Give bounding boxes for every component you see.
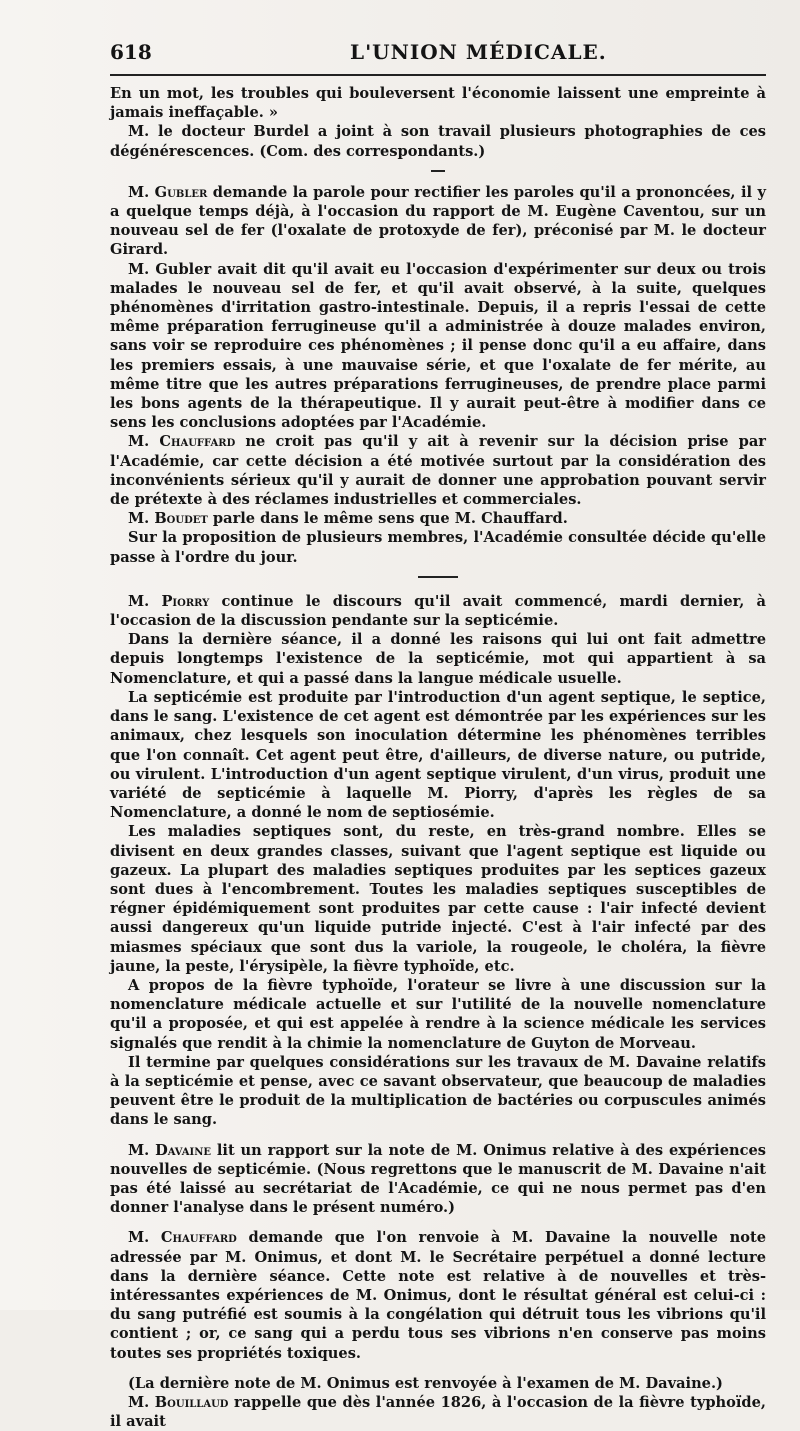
paragraph [110,1228,766,1362]
paragraph [110,183,766,260]
paragraph: Il termine par quelques considérations sur les travaux de M. Davaine relatifs à la septicémie et pense, avec ce savant observateur, que beaucoup de maladies peuvent être le produit de la multiplication de bactéries ou corpuscules animés dans le sang. [110,1053,766,1129]
speaker-name: M. Chauffard [128,433,236,451]
paragraph-text: continue le discours qu'il avait commencé, mardi dernier, à l'occasion de la discussion pendante sur la septicémie. [110,592,766,630]
paragraph [110,509,766,528]
speaker-name: M. Bouillaud [128,1394,229,1411]
speaker-name: M. Chauffard [128,1229,237,1247]
paragraph [110,1141,766,1218]
paragraph-text: rappelle que dès l'année 1826, à l'occasion de la fièvre typhoïde, il avait [110,1394,766,1431]
running-title: L'UNION MÉDICALE. [350,40,607,64]
paragraph-text: lit un rapport sur la note de M. Onimus relative à des expériences nouvelles de septicémie. (Nous regrettons que le manuscrit de M. Davaine n'ait pas été laissé au secrétariat de l'Académie, ce qui ne nous permet pas d'en donner l'analyse dans le présent numéro.) [110,1141,766,1217]
header-rule [110,74,766,76]
paragraph: Sur la proposition de plusieurs membres, l'Académie consultée décide qu'elle passe à l'ordre du jour. [110,529,766,566]
paragraph: A propos de la fièvre typhoïde, l'orateur se livre à une discussion sur la nomenclature médicale actuelle et sur l'utilité de la nouvelle nomenclature qu'il a proposée, et qui est appelée à rendre à la science médicale les services signalés que rendit à la chimie la nomenclature de Guyton de Morveau. [110,976,766,1052]
paragraph: Dans la dernière séance, il a donné les raisons qui lui ont fait admettre depuis longtemps l'existence de la septicémie, mot qui appartient à sa Nomenclature, et qui a passé dans la langue médicale usuelle. [110,631,766,687]
page-header [110,40,766,70]
paragraph: (La dernière note de M. Onimus est renvoyée à l'examen de M. Davaine.) [128,1374,723,1392]
speaker-name: M. Boudet [128,510,208,528]
paragraph-text: ne croit pas qu'il y ait à revenir sur la décision prise par l'Académie, car cette décision a été motivée surtout par la considération des inconvénients sérieux qu'il y aurait de donner une approbation pouvant servir de prétexte à des réclames industrielles et commerciales. [110,433,766,509]
paragraph-text: parle dans le même sens que M. Chauffard. [207,510,568,528]
paragraph [110,432,766,509]
paragraph [110,592,766,630]
paragraph-text: demande que l'on renvoie à M. Davaine la nouvelle note adressée par M. Onimus, et dont M. le Secrétaire perpétuel a donné lecture dans la dernière séance. Cette note est relative à de nouvelles et très-intéressantes expériences de M. Onimus, dont le résultat général est celui-ci : du sang putréfié est soumis à la congélation qui détruit tous les vibrions qu'il contient ; or, ce sang qui a perdu tous ses vibrions n'en conserve pas moins toutes ses propriétés toxiques. [110,1229,766,1362]
speaker-name: M. Gubler [128,183,208,201]
body-text [110,84,766,1431]
speaker-name: M. Piorry [128,592,210,610]
page-number: 618 [110,40,152,64]
paragraph-text: demande la parole pour rectifier les paroles qu'il a prononcées, il y a quelque temps déjà, à l'occasion du rapport de M. Eugène Caventou, sur un nouveau sel de fer (l'oxalate de protoxyde de fer), préconisé par M. le docteur Girard. [110,183,766,259]
paragraph: La septicémie est produite par l'introduction d'un agent septique, le septice, dans le sang. L'existence de cet agent est démontrée par les expériences sur les animaux, chez lesquels son inoculation détermine les phénomènes terribles que l'on connaît. Cet agent peut être, d'ailleurs, de diverse nature, ou putride, ou virulent. L'introduction d'un agent septique virulent, d'un virus, produit une variété de septicémie à laquelle M. Piorry, d'après les règles de sa Nomenclature, a donné le nom de septiosémie. [110,688,766,822]
section-separator [431,170,445,172]
speaker-name: M. Davaine [128,1141,211,1159]
section-separator [418,576,458,578]
paragraph [110,1393,766,1431]
paragraph: Les maladies septiques sont, du reste, en très-grand nombre. Elles se divisent en deux grandes classes, suivant que l'agent septique est liquide ou gazeux. La plupart des maladies septiques produites par les septices gazeux sont dues à l'encombrement. Toutes les maladies septiques susceptibles de régner épidémiquement sont produites par cette cause : l'air infecté devient aussi dangereux qu'un liquide putride injecté. C'est à l'air infecté par des miasmes spéciaux que sont dus la variole, la rougeole, le choléra, la fièvre jaune, la peste, l'érysipèle, la fièvre typhoïde, etc. [110,823,766,975]
paragraph: En un mot, les troubles qui bouleversent l'économie laissent une empreinte à jamais ineffaçable. » [110,85,766,122]
paragraph: M. le docteur Burdel a joint à son travail plusieurs photographies de ces dégénérescences. (Com. des correspondants.) [110,123,766,160]
paragraph: M. Gubler avait dit qu'il avait eu l'occasion d'expérimenter sur deux ou trois malades le nouveau sel de fer, et qu'il avait observé, à la suite, quelques phénomènes d'irritation gastro-intestinale. Depuis, il a repris l'essai de cette même préparation ferrugineuse qu'il a administrée à douze malades environ, sans voir se reproduire ces phénomènes ; il pense donc qu'il a eu affaire, dans les premiers essais, à une mauvaise série, et que l'oxalate de fer mérite, au même titre que les autres préparations ferrugineuses, de prendre place parmi les bons agents de la thérapeutique. Il y aurait peut-être à modifier dans ce sens les conclusions adoptées par l'Académie. [110,260,766,432]
